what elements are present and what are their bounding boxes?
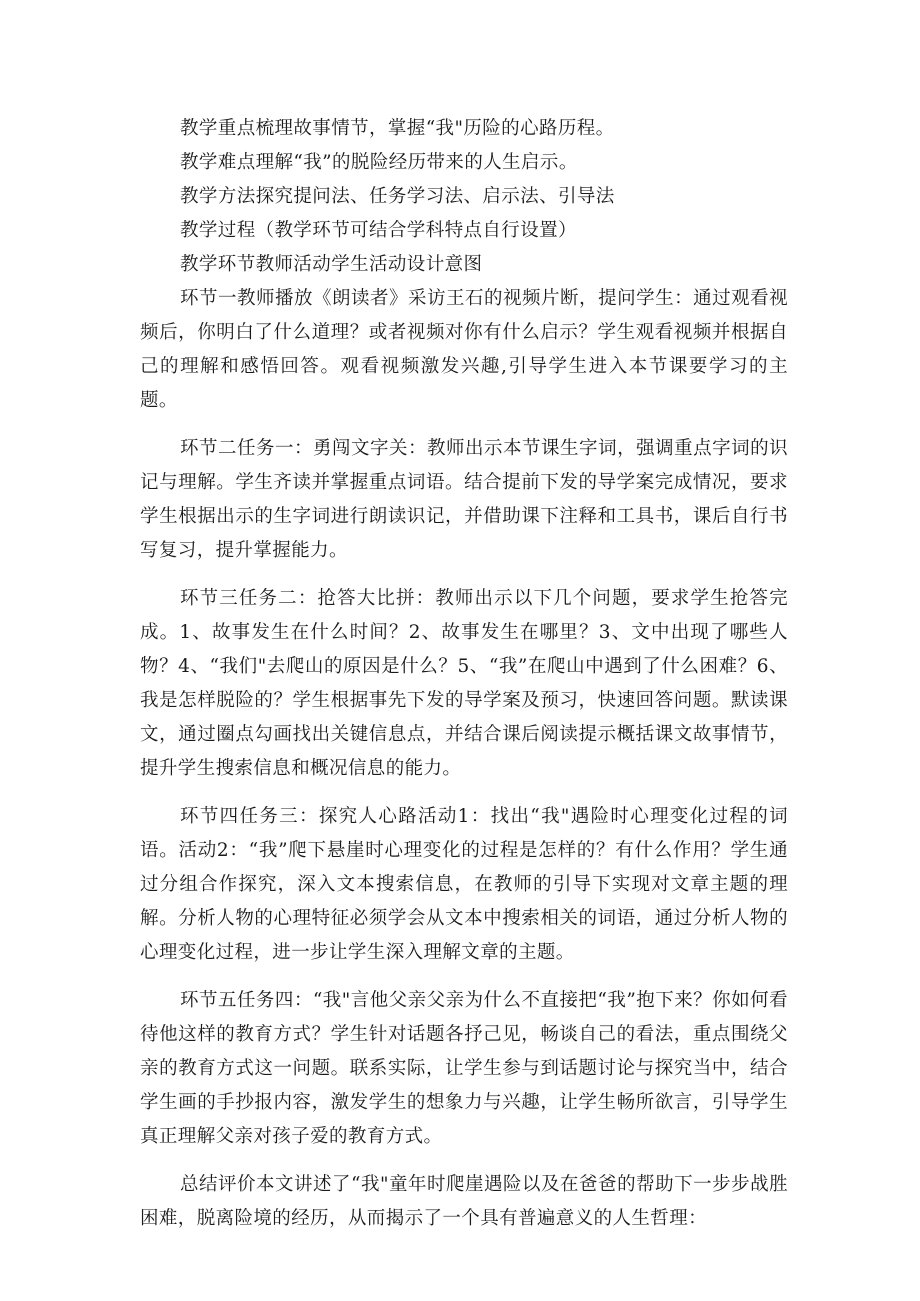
- stage-five-paragraph: 环节五任务四：“我"言他父亲父亲为什么不直接把“我”抱下来？你如何看待他这样的教育方式？学生针对话题各抒己见，畅谈自己的看法，重点围绕父亲的教育方式这一问题。联系实际，让学生参与到话题讨论与探究当中，结合学生画的手抄报内容，激发学生的想象力与兴趣，让学生畅所欲言，引导学生真正理解父亲对孩子爱的教育方式。: [140, 990, 788, 1147]
- teaching-method-line: 教学方法探究提问法、任务学习法、启示法、引导法: [180, 186, 615, 207]
- teaching-process-line: 教学过程（教学环节可结合学科特点自行设置）: [180, 220, 577, 241]
- stage-two-paragraph: 环节二任务一：勇闯文字关：教师出示本节课生字词，强调重点字词的识记与理解。学生齐读并掌握重点词语。结合提前下发的导学案完成情况，要求学生根据出示的生字词进行朗读识记，并借助课下注释和工具书，课后自行书写复习，提升掌握能力。: [140, 438, 788, 561]
- teaching-focus-line: 教学重点梳理故事情节，掌握“我"历险的心路历程。: [180, 118, 615, 139]
- stage-one-paragraph: 环节一教师播放《朗读者》采访王石的视频片断，提问学生：通过观看视频后，你明白了什么道理？或者视频对你有什么启示？学生观看视频并根据自己的理解和感悟回答。观看视频激发兴趣,引导学生进入本节课要学习的主题。: [140, 288, 788, 411]
- teaching-difficulty-line: 教学难点理解“我”的脱险经历带来的人生启示。: [180, 152, 578, 173]
- document-body: [140, 112, 788, 1236]
- stage-three-paragraph: 环节三任务二：抢答大比拼：教师出示以下几个问题，要求学生抢答完成。1、故事发生在什么时间？2、故事发生在哪里？3、文中出现了哪些人物？4、“我们"去爬山的原因是什么？5、“我”在爬山中遇到了什么困难？6、我是怎样脱险的？学生根据事先下发的导学案及预习，快速回答问题。默读课文，通过圈点勾画找出关键信息点，并结合课后阅读提示概括课文故事情节，提升学生搜索信息和概况信息的能力。: [140, 588, 788, 779]
- teaching-stage-header-line: 教学环节教师活动学生活动设计意图: [180, 254, 483, 275]
- summary-paragraph: 总结评价本文讲述了“我"童年时爬崖遇险以及在爸爸的帮助下一步步战胜困难，脱离险境的经历，从而揭示了一个具有普遍意义的人生哲理：: [140, 1174, 788, 1229]
- stage-four-paragraph: 环节四任务三：探究人心路活动1：找出“我"遇险时心理变化过程的词语。活动2：“我”爬下悬崖时心理变化的过程是怎样的？有什么作用？学生通过分组合作探究，深入文本搜索信息，在教师的引导下实现对文章主题的理解。分析人物的心理特征必须学会从文本中搜索相关的词语，通过分析人物的心理变化过程，进一步让学生深入理解文章的主题。: [140, 806, 788, 963]
